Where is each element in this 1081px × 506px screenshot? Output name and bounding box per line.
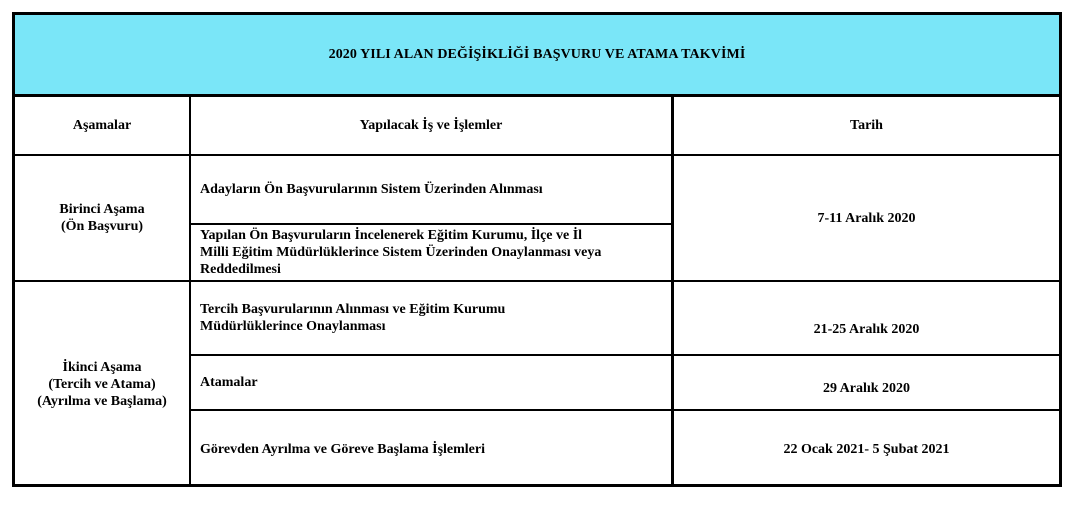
stage2-subtitle-1: (Tercih ve Atama) <box>48 377 156 392</box>
schedule-table <box>12 12 1062 487</box>
stage2-date-1: 21-25 Aralık 2020 <box>813 322 920 337</box>
stage1-task-2-line-1: Yapılan Ön Başvuruların İncelenerek Eğitim Kurumu, İlçe ve İl <box>200 228 583 243</box>
header-tasks: Yapılacak İş ve İşlemler <box>359 118 503 133</box>
stage2-label <box>15 282 189 487</box>
stage2-title: İkinci Aşama <box>62 360 142 375</box>
stage2-task-3 <box>191 411 671 487</box>
stage2-task-1-line-2: Müdürlüklerince Onaylanması <box>200 319 386 334</box>
stage1-title: Birinci Aşama <box>59 202 145 217</box>
stage2-task-1-line-1: Tercih Başvurularının Alınması ve Eğitim Kurumu <box>200 302 506 317</box>
stage1-task-1-text: Adayların Ön Başvurularının Sistem Üzerinden Alınması <box>200 182 543 197</box>
table-title: 2020 YILI ALAN DEĞİŞİKLİĞİ BAŞVURU VE ATAMA TAKVİMİ <box>328 47 746 62</box>
stage2-date-3: 22 Ocak 2021- 5 Şubat 2021 <box>783 441 950 457</box>
stage1-subtitle: (Ön Başvuru) <box>60 219 144 234</box>
stage2-task-2 <box>191 356 671 409</box>
stage1-date: 7-11 Aralık 2020 <box>817 210 916 226</box>
stage1-task-2-line-2: Milli Eğitim Müdürlüklerince Sistem Üzerinden Onaylanması veya <box>200 245 602 260</box>
stage1-task-2-line-3: Reddedilmesi <box>200 262 281 277</box>
stage2-task-2-text: Atamalar <box>200 375 258 390</box>
stage2-task-3-text: Görevden Ayrılma ve Göreve Başlama İşlemleri <box>200 441 486 457</box>
stage1-task-1 <box>191 156 671 223</box>
stage1-label <box>15 156 189 280</box>
stage1-task-2 <box>191 225 671 280</box>
header-stages: Aşamalar <box>72 118 132 133</box>
stage2-subtitle-2: (Ayrılma ve Başlama) <box>37 394 167 409</box>
table-title-bar <box>15 15 1059 95</box>
stage2-task-1 <box>191 282 671 354</box>
header-date: Tarih <box>850 118 883 133</box>
stage2-date-2: 29 Aralık 2020 <box>822 381 911 396</box>
